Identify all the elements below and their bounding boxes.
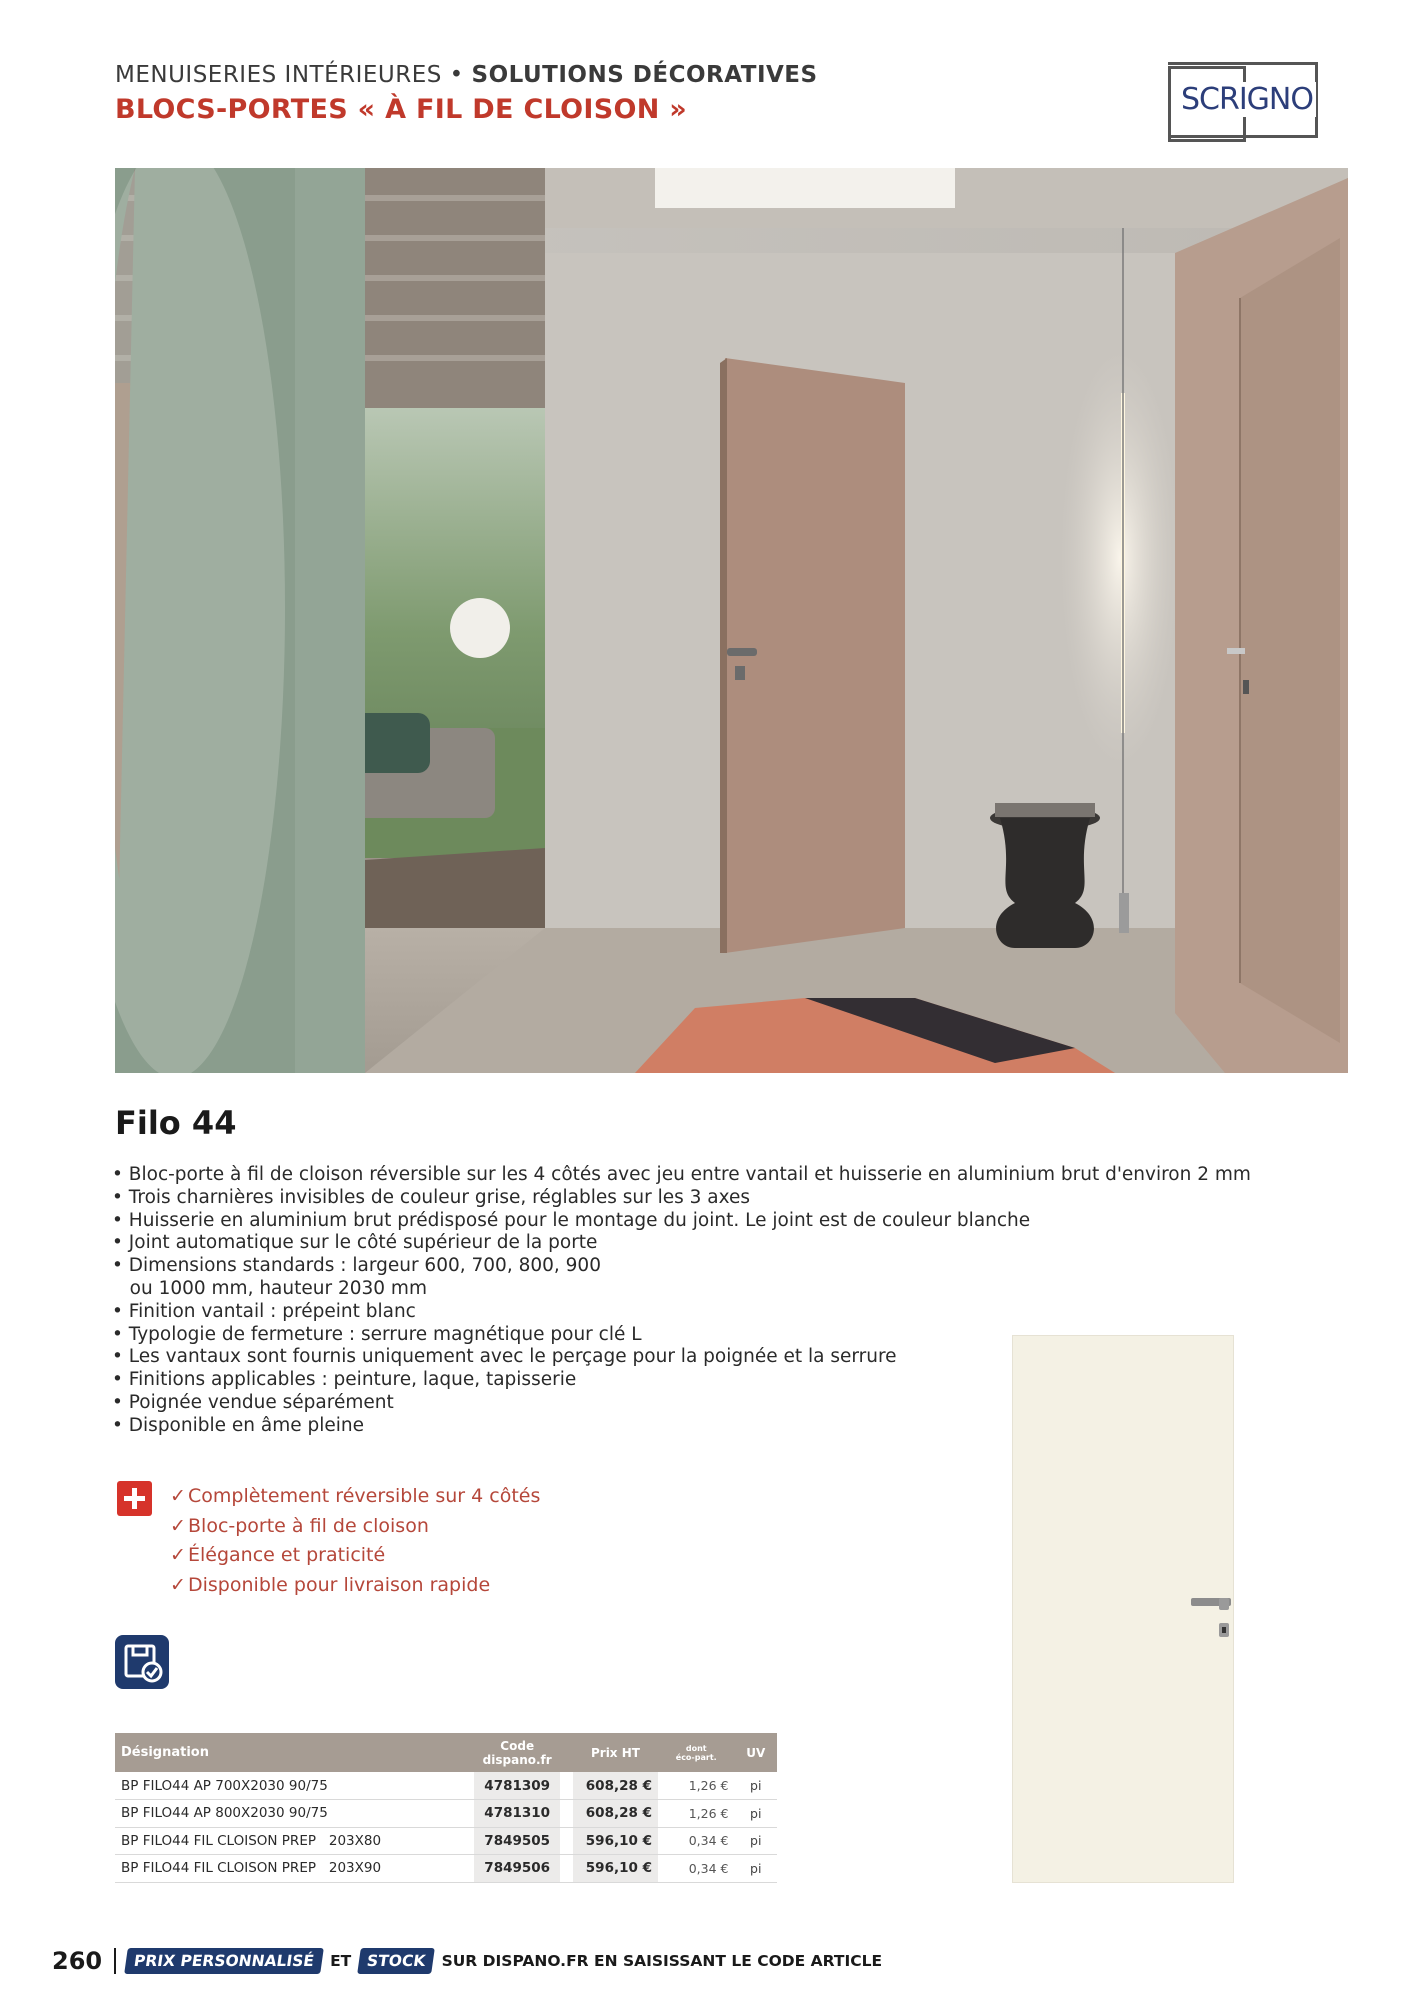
- cell-designation: BP FILO44 AP 700X2030 90/75: [115, 1772, 474, 1800]
- advantages-list: [170, 1482, 540, 1600]
- cell-designation: BP FILO44 FIL CLOISON PREP 203X80: [115, 1827, 474, 1855]
- feature-item: • Joint automatique sur le côté supérieur de la porte: [112, 1232, 598, 1254]
- table-header-row: [115, 1733, 777, 1772]
- check-icon: ✓: [170, 1544, 186, 1566]
- footer-and: ET: [330, 1952, 352, 1970]
- header-designation: Désignation: [115, 1733, 474, 1772]
- table-row: [115, 1772, 777, 1800]
- table-row: [115, 1827, 777, 1855]
- cell-eco-part: 0,34 €: [658, 1827, 735, 1855]
- cell-price: 608,28 €: [573, 1800, 658, 1828]
- cell-designation: BP FILO44 FIL CLOISON PREP 203X90: [115, 1855, 474, 1883]
- cell-uv: pi: [734, 1772, 777, 1800]
- header-uv: UV: [734, 1733, 777, 1772]
- cell-eco-part: 1,26 €: [658, 1772, 735, 1800]
- plus-icon: [117, 1481, 152, 1516]
- table-row: [115, 1855, 777, 1883]
- cell-uv: pi: [734, 1800, 777, 1828]
- cell-designation: BP FILO44 AP 800X2030 90/75: [115, 1800, 474, 1828]
- advantage-item: ✓ Complètement réversible sur 4 côtés: [170, 1482, 540, 1512]
- custom-price-tag: PRIX PERSONNALISÉ: [124, 1948, 324, 1974]
- cell-code: 7849506: [474, 1855, 560, 1883]
- advantage-item: ✓ Bloc-porte à fil de cloison: [170, 1512, 540, 1542]
- feature-item: • Finitions applicables : peinture, laque, tapisserie: [112, 1369, 577, 1391]
- hero-photo: [115, 168, 1348, 1073]
- page-number: 260: [52, 1947, 103, 1975]
- cell-uv: pi: [734, 1855, 777, 1883]
- cell-uv: pi: [734, 1827, 777, 1855]
- table-row: [115, 1800, 777, 1828]
- cell-price: 596,10 €: [573, 1855, 658, 1883]
- brand-name: SCRIGNO: [1178, 82, 1316, 117]
- product-title: Filo 44: [115, 1104, 237, 1142]
- header-price: Prix HT: [573, 1733, 658, 1772]
- cell-code: 4781310: [474, 1800, 560, 1828]
- section-kicker: MENUISERIES INTÉRIEURES • SOLUTIONS DÉCORATIVES: [115, 62, 818, 88]
- feature-item: • Disponible en âme pleine: [112, 1414, 365, 1436]
- stock-tag: STOCK: [357, 1948, 435, 1974]
- interior-scene-image: [115, 168, 1348, 1073]
- brand-logo: [1168, 62, 1324, 142]
- cell-code: 4781309: [474, 1772, 560, 1800]
- footer-text: SUR DISPANO.FR EN SAISISSANT LE CODE ARTICLE: [441, 1952, 883, 1970]
- cell-eco-part: 1,26 €: [658, 1800, 735, 1828]
- feature-item: • Trois charnières invisibles de couleur grise, réglables sur les 3 axes: [112, 1186, 751, 1208]
- advantage-item: ✓ Disponible pour livraison rapide: [170, 1571, 540, 1601]
- feature-item: • Huisserie en aluminium brut prédisposé pour le montage du joint. Le joint est de couleur blanche: [112, 1209, 1031, 1231]
- cell-eco-part: 0,34 €: [658, 1855, 735, 1883]
- check-icon: ✓: [170, 1485, 186, 1507]
- lock-icon: [1219, 1623, 1229, 1637]
- section-headline: BLOCS-PORTES « À FIL DE CLOISON »: [115, 94, 688, 125]
- check-icon: ✓: [170, 1514, 186, 1537]
- feature-item: • Finition vantail : prépeint blanc: [112, 1300, 416, 1322]
- check-icon: ✓: [170, 1573, 186, 1596]
- header-code: Code dispano.fr: [474, 1733, 560, 1772]
- stock-delivery-icon: [115, 1635, 169, 1689]
- page-footer: [52, 1944, 890, 1978]
- advantage-item: ✓ Élégance et praticité: [170, 1541, 540, 1571]
- feature-item: • Typologie de fermeture : serrure magnétique pour clé L: [112, 1323, 642, 1345]
- feature-item: ou 1000 mm, hauteur 2030 mm: [112, 1277, 427, 1299]
- door-product-image: [1012, 1335, 1234, 1883]
- feature-item: • Bloc-porte à fil de cloison réversible sur les 4 côtés avec jeu entre vantail et huisserie en aluminium brut d'environ 2 mm: [112, 1164, 1251, 1185]
- cell-price: 596,10 €: [573, 1827, 658, 1855]
- price-table: [115, 1733, 777, 1883]
- cell-code: 7849505: [474, 1827, 560, 1855]
- feature-item: • Poignée vendue séparément: [112, 1391, 394, 1413]
- page-header: [115, 62, 818, 125]
- feature-item: • Les vantaux sont fournis uniquement avec le perçage pour la poignée et la serrure: [112, 1346, 897, 1368]
- header-eco-part: dont éco-part.: [658, 1733, 735, 1772]
- cell-price: 608,28 €: [573, 1772, 658, 1800]
- feature-item: • Dimensions standards : largeur 600, 700, 800, 900: [112, 1255, 601, 1277]
